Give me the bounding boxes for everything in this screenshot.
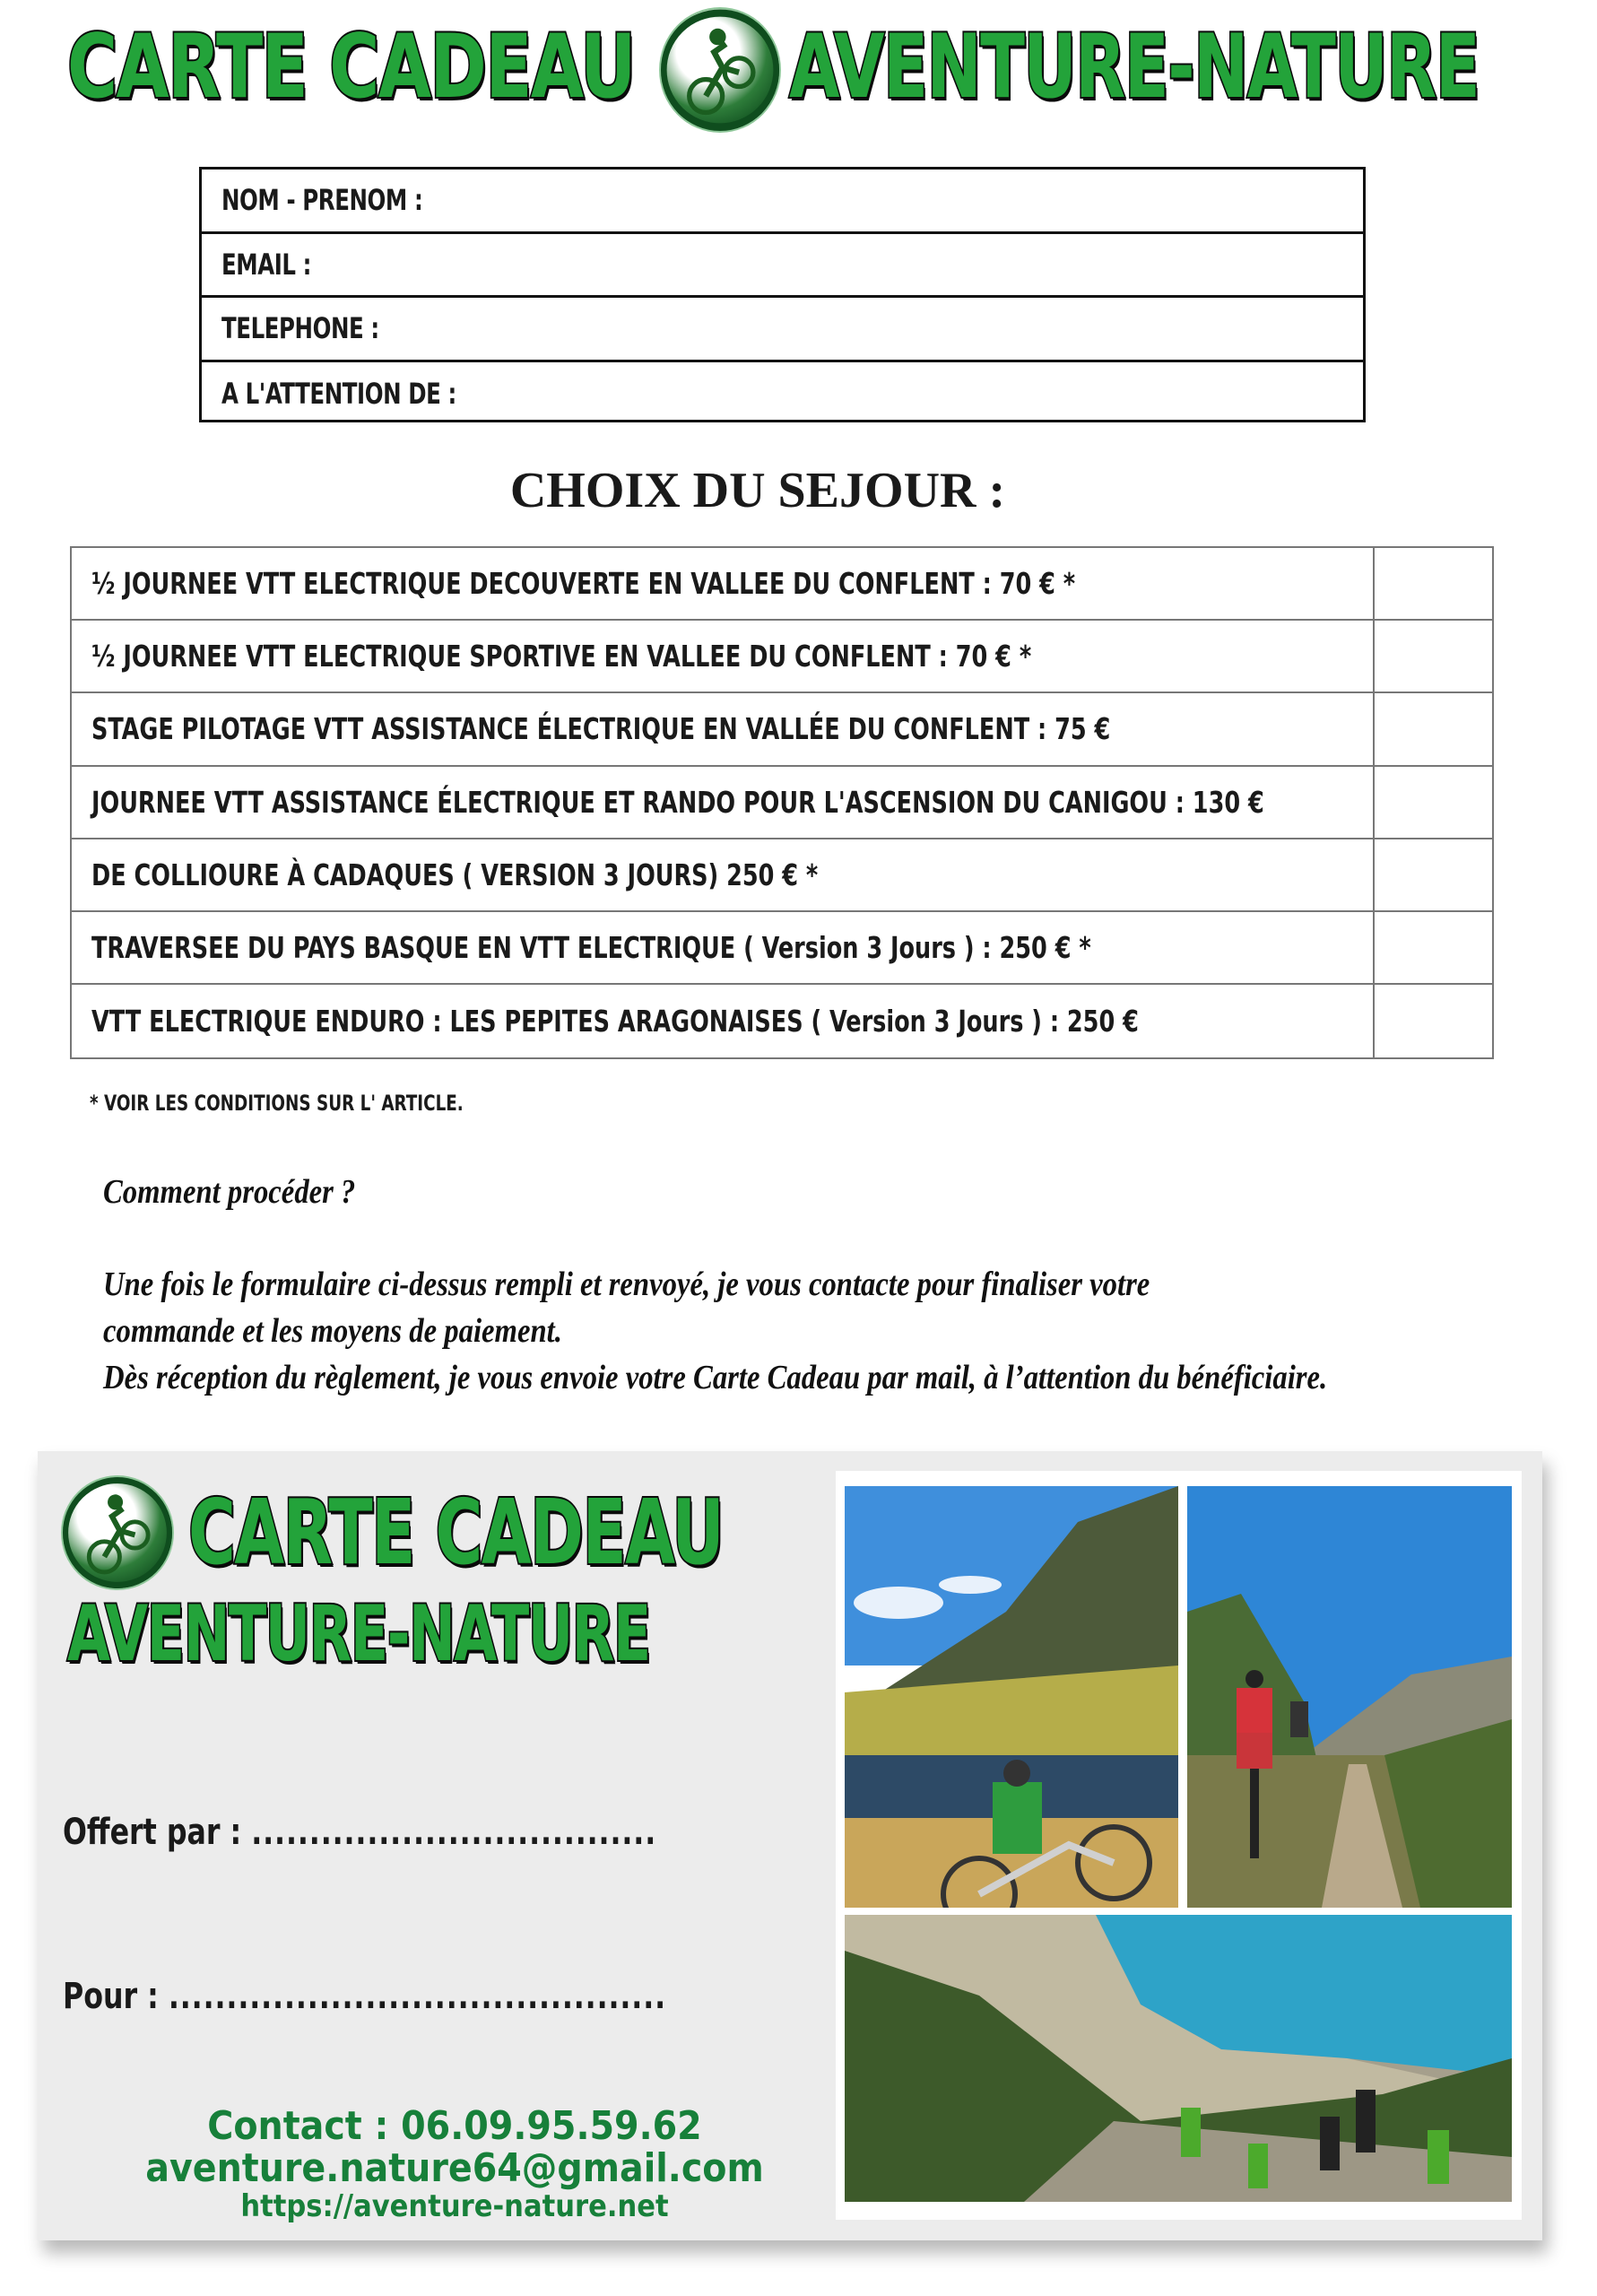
table-row [72,548,1492,621]
option-checkbox[interactable] [1375,548,1492,619]
table-row [72,621,1492,693]
section-title-choix-sejour: CHOIX DU SEJOUR : [509,463,1006,518]
option-label: ½ JOURNEE VTT ELECTRIQUE SPORTIVE EN VALLEE DU CONFLENT : 70 € * [91,639,1032,674]
table-row [72,985,1492,1057]
photo-collage [836,1471,1522,2220]
option-label: DE COLLIOURE À CADAQUES ( VERSION 3 JOURS) 250 € * [91,857,819,892]
table-row [72,767,1492,839]
form-label: TELEPHONE : [221,311,379,346]
option-label: ½ JOURNEE VTT ELECTRIQUE DECOUVERTE EN VALLEE DU CONFLENT : 70 € * [91,566,1076,602]
contact-phone: Contact : 06.09.95.59.62 [207,2103,702,2149]
photo-reservoir-group [845,1915,1512,2202]
form-field-nom-prenom[interactable] [202,170,1363,234]
card-title-aventure-nature: AVENTURE-NATURE [67,1589,650,1679]
photo-lake-cyclist [845,1486,1178,1908]
offert-par-label: Offert par : [63,1812,242,1853]
option-checkbox[interactable] [1375,839,1492,910]
howto-text-line: Dès réception du règlement, je vous envoie votre Carte Cadeau par mail, à l’attention du bénéficiaire. [103,1359,1328,1396]
mountain-bike-logo-icon [61,1475,174,1590]
header-title-aventure-nature: AVENTURE-NATURE [789,16,1480,118]
table-row [72,839,1492,912]
form-field-telephone[interactable] [202,298,1363,362]
pour-label: Pour : [63,1976,159,2017]
howto-title: Comment procéder ? [103,1173,356,1211]
option-label: JOURNEE VTT ASSISTANCE ÉLECTRIQUE ET RANDO POUR L'ASCENSION DU CANIGOU : 130 € [91,784,1264,820]
howto-text-line: Une fois le formulaire ci-dessus rempli et renvoyé, je vous contacte pour finaliser votre [103,1265,1150,1303]
offert-par-dots: ................................... [251,1812,657,1853]
contact-form [199,167,1366,422]
option-checkbox[interactable] [1375,767,1492,838]
option-checkbox[interactable] [1375,621,1492,691]
contact-website-link[interactable]: https://aventure-nature.net [240,2188,669,2224]
pour-dots: ........................................... [168,1976,667,2017]
option-label: STAGE PILOTAGE VTT ASSISTANCE ÉLECTRIQUE EN VALLÉE DU CONFLENT : 75 € [91,711,1111,747]
card-title-carte-cadeau: CARTE CADEAU [188,1480,724,1585]
header-title-carte-cadeau: CARTE CADEAU [67,16,635,118]
conditions-note: * VOIR LES CONDITIONS SUR L' ARTICLE. [90,1091,464,1116]
sejour-options-table [70,546,1494,1059]
option-label: TRAVERSEE DU PAYS BASQUE EN VTT ELECTRIQUE ( Version 3 Jours ) : 250 € * [91,930,1091,966]
form-label: EMAIL : [221,247,312,282]
option-label: VTT ELECTRIQUE ENDURO : LES PEPITES ARAGONAISES ( Version 3 Jours ) : 250 € [91,1004,1139,1039]
howto-text-line: commande et les moyens de paiement. [103,1312,562,1350]
option-checkbox[interactable] [1375,912,1492,983]
option-checkbox[interactable] [1375,985,1492,1057]
form-label: A L'ATTENTION DE : [221,377,456,412]
option-checkbox[interactable] [1375,693,1492,764]
contact-email[interactable]: aventure.nature64@gmail.com [145,2145,764,2191]
mountain-bike-logo-icon [659,7,781,133]
form-field-attention-de[interactable] [202,362,1363,427]
pour-field[interactable] [63,1976,666,2017]
table-row [72,912,1492,985]
form-label: NOM - PRENOM : [221,183,423,218]
form-field-email[interactable] [202,234,1363,299]
photo-trail-riders [1187,1486,1512,1908]
table-row [72,693,1492,766]
offert-par-field[interactable] [63,1812,656,1853]
